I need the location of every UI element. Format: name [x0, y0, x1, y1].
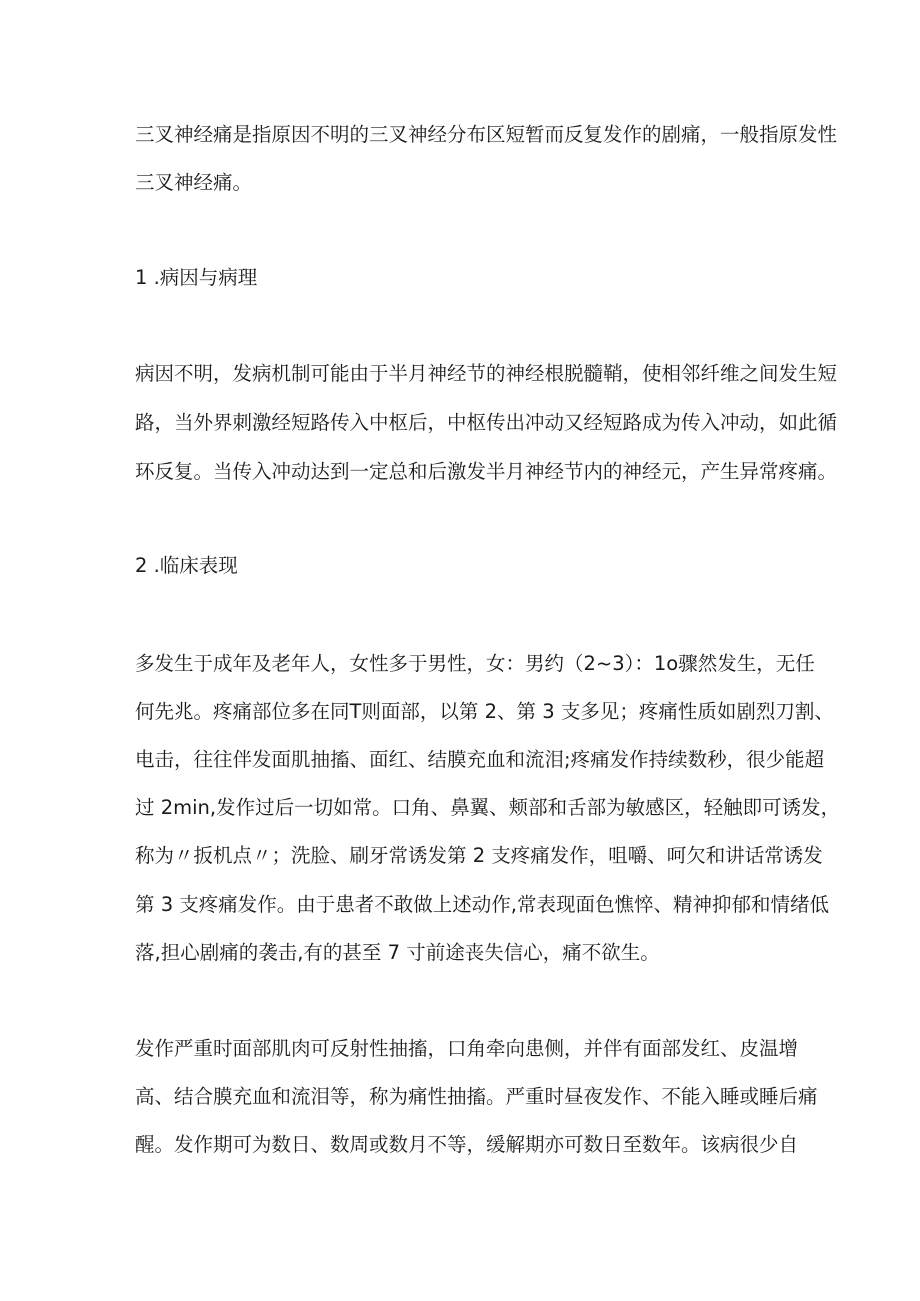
section-2-para-2-line-1: 发作严重时面部肌肉可反射性抽搐，口角牵向患侧，并伴有面部发红、皮温增 — [135, 1037, 799, 1060]
section-1-heading: 1 .病因与病理 — [135, 266, 258, 289]
section-1-line-3: 环反复。当传入冲动达到一定总和后激发半月神经节内的神经元，产生异常疼痛。 — [135, 460, 838, 483]
section-1-line-1: 病因不明，发病机制可能由于半月神经节的神经根脱髓鞘，使相邻纤维之间发生短 — [135, 362, 838, 385]
section-2-para-1-line-3: 电击，往往伴发面肌抽搐、面红、结膜充血和流泪;疼痛发作持续数秒，很少能超 — [135, 748, 825, 771]
section-2-para-1-line-6: 第 3 支疼痛发作。由于患者不敢做上述动作,常表现面色憔悴、精神抑郁和情绪低 — [135, 893, 830, 916]
section-1-line-2: 路，当外界刺激经短路传入中枢后，中枢传出冲动又经短路成为传入冲动，如此循 — [135, 411, 838, 434]
intro-line-1: 三叉神经痛是指原因不明的三叉神经分布区短暂而反复发作的剧痛，一般指原发性 — [135, 123, 838, 146]
section-2-para-2-line-3: 醒。发作期可为数日、数周或数月不等，缓解期亦可数日至数年。该病很少自 — [135, 1133, 799, 1156]
section-2-para-1-line-5: 称为〃扳机点〃；洗脸、刷牙常诱发第 2 支疼痛发作，咀嚼、呵欠和讲话常诱发 — [135, 844, 823, 867]
section-2-para-1-line-7: 落,担心剧痛的袭击,有的甚至 7 寸前途丧失信心，痛不欲生。 — [135, 941, 660, 964]
section-2-para-2-line-2: 高、结合膜充血和流泪等，称为痛性抽搐。严重时昼夜发作、不能入睡或睡后痛 — [135, 1085, 818, 1108]
section-2-para-1-line-2: 何先兆。疼痛部位多在同T则面部，以第 2、第 3 支多见；疼痛性质如剧烈刀割、 — [135, 700, 834, 723]
intro-line-2: 三叉神经痛。 — [135, 171, 253, 194]
section-2-para-1-line-1: 多发生于成年及老年人，女性多于男性，女：男约（2~3）：1o骤然发生，无任 — [135, 652, 815, 675]
section-2-para-1-line-4: 过 2min,发作过后一切如常。口角、鼻翼、颊部和舌部为敏感区，轻触即可诱发， — [135, 796, 841, 819]
section-2-heading: 2 .临床表现 — [135, 554, 238, 577]
